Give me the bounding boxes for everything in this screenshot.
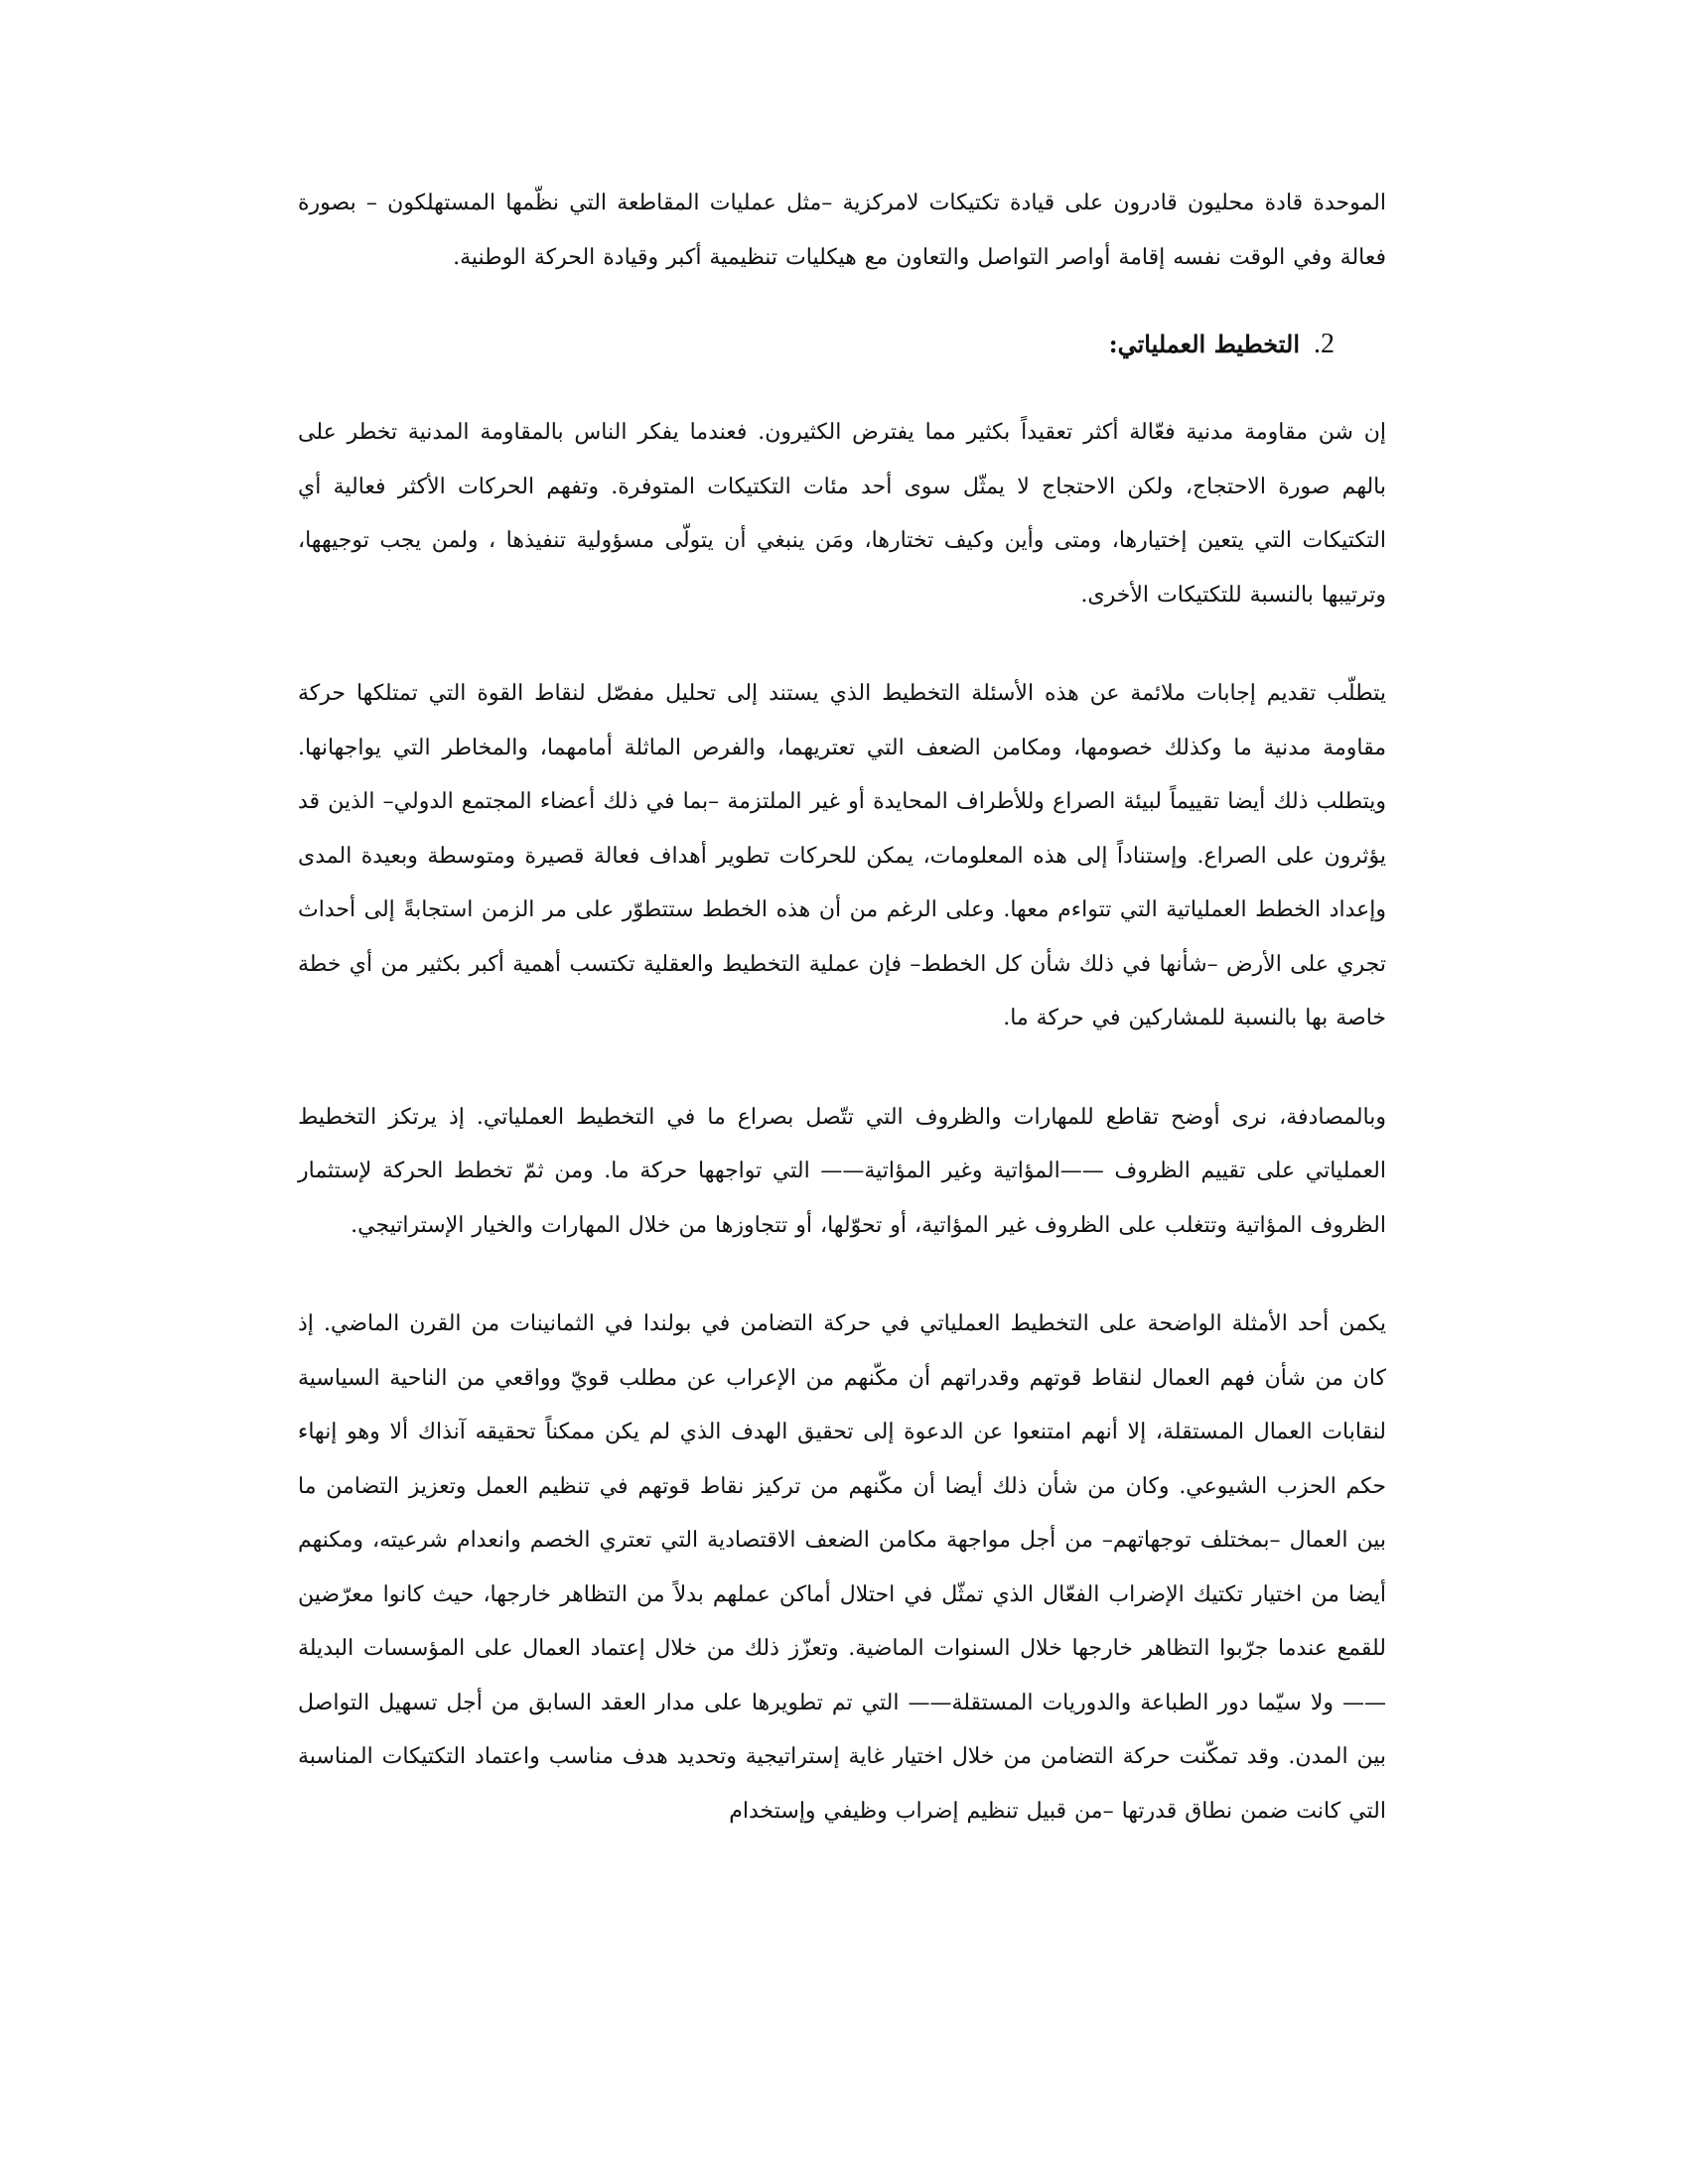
paragraph-1: إن شن مقاومة مدنية فعّالة أكثر تعقيداً بكثير مما يفترض الكثيرون. فعندما يفكر الناس بالمقاومة المدنية تخطر على بالهم صورة الاحتجاج، ولكن الاحتجاج لا يمثّل سوى أحد مئات التكتيكات المتوفرة. وتفهم الحركات الأكثر فعالية أي التكتيكات التي يتعين إختيارها، ومتى وأين وكيف تختارها، ومَن ينبغي أن يتولّى مسؤولية تنفيذها ، ولمن يجب توجيهها، وترتيبها بالنسبة للتكتيكات الأخرى. [298, 420, 1386, 608]
paragraph-2: يتطلّب تقديم إجابات ملائمة عن هذه الأسئلة التخطيط الذي يستند إلى تحليل مفصّل لنقاط القوة التي تمتلكها حركة مقاومة مدنية ما وكذلك خصومها، ومكامن الضعف التي تعتريهما، والفرص الماثلة أمامهما، والمخاطر التي يواجهانها. ويتطلب ذلك أيضا تقييماً لبيئة الصراع وللأطراف المحايدة أو غير الملتزمة –بما في ذلك أعضاء المجتمع الدولي– الذين قد يؤثرون على الصراع. وإستناداً إلى هذه المعلومات، يمكن للحركات تطوير أهداف فعالة قصيرة ومتوسطة وبعيدة المدى وإعداد الخطط العملياتية التي تتواءم معها. وعلى الرغم من أن هذه الخطط ستتطوّر على مر الزمن استجابةً إلى أحداث تجري على الأرض –شأنها في ذلك شأن كل الخطط– فإن عملية التخطيط والعقلية تكتسب أهمية أكبر بكثير من أي خطة خاصة بها بالنسبة للمشاركين في حركة ما. [298, 681, 1386, 1030]
paragraph-4: يكمن أحد الأمثلة الواضحة على التخطيط العملياتي في حركة التضامن في بولندا في الثمانينات من القرن الماضي. إذ كان من شأن فهم العمال لنقاط قوتهم وقدراتهم أن مكّنهم من الإعراب عن مطلب قويّ وواقعي من الناحية السياسية لنقابات العمال المستقلة، إلا أنهم امتنعوا عن الدعوة إلى تحقيق الهدف الذي لم يكن ممكناً تحقيقه آنذاك ألا وهو إنهاء حكم الحزب الشيوعي. وكان من شأن ذلك أيضا أن مكّنهم من تركيز نقاط قوتهم في تنظيم العمل وتعزيز التضامن ما بين العمال –بمختلف توجهاتهم– من أجل مواجهة مكامن الضعف الاقتصادية التي تعتري الخصم وانعدام شرعيته، ومكنهم أيضا من اختيار تكتيك الإضراب الفعّال الذي تمثّل في احتلال أماكن عملهم بدلاً من التظاهر خارجها، حيث كانوا معرّضين للقمع عندما جرّبوا التظاهر خارجها خلال السنوات الماضية. وتعزّز ذلك من خلال إعتماد العمال على المؤسسات البديلة—— ولا سيّما دور الطباعة والدوريات المستقلة—— التي تم تطويرها على مدار العقد السابق من أجل تسهيل التواصل بين المدن. وقد تمكّنت حركة التضامن من خلال اختيار غاية إستراتيجية وتحديد هدف مناسب واعتماد التكتيكات المناسبة التي كانت ضمن نطاق قدرتها –من قبيل تنظيم إضراب وظيفي وإستخدام [298, 1311, 1386, 1824]
section-heading [298, 325, 1386, 364]
section-title: التخطيط العملياتي: [1108, 330, 1300, 358]
document-page [298, 177, 1386, 1883]
paragraph-3: وبالمصادفة، نرى أوضح تقاطع للمهارات والظروف التي تتّصل بصراع ما في التخطيط العملياتي. إذ يرتكز التخطيط العملياتي على تقييم الظروف ——المؤاتية وغير المؤاتية—— التي تواجهها حركة ما. ومن ثمّ تخطط الحركة لإستثمار الظروف المؤاتية وتتغلب على الظروف غير المؤاتية، أو تحوّلها، أو تتجاوزها من خلال المهارات والخيار الإستراتيجي. [298, 1104, 1386, 1238]
section-number: 2. [1314, 329, 1335, 359]
intro-paragraph: الموحدة قادة محليون قادرون على قيادة تكتيكات لامركزية –مثل عمليات المقاطعة التي نظّمها المستهلكون – بصورة فعالة وفي الوقت نفسه إقامة أواصر التواصل والتعاون مع هيكليات تنظيمية أكبر وقيادة الحركة الوطنية. [298, 191, 1386, 270]
